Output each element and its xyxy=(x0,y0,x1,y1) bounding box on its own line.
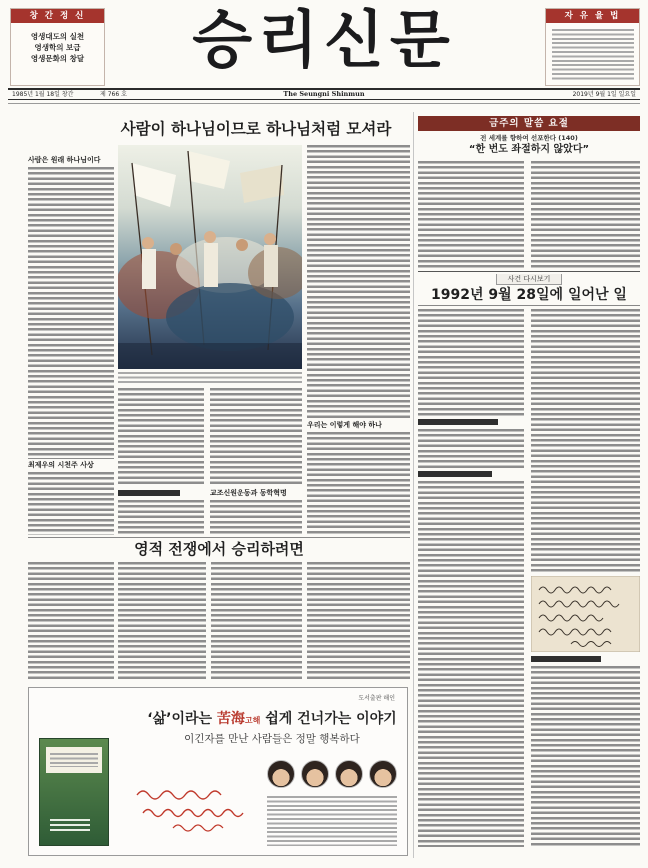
painting-figure xyxy=(204,231,216,243)
painting-figure xyxy=(264,245,278,287)
issue-number: 제 766 호 xyxy=(100,91,127,98)
reader-photo xyxy=(267,760,295,788)
ad-title-reading: 고해 xyxy=(244,716,261,725)
founding-spirit-header: 창 간 정 신 xyxy=(11,9,104,23)
lead-subhead: 최제우의 시천주 사상 xyxy=(28,461,94,469)
newspaper-title: 승리신문 xyxy=(192,3,456,76)
handwriting-stroke xyxy=(143,810,243,817)
body-text-block xyxy=(418,161,524,268)
section-rule xyxy=(418,271,640,272)
ad-title-hanja: 苦海 xyxy=(216,711,245,727)
founding-spirit-line: 영생대도의 실천 xyxy=(30,32,85,41)
book-advertisement xyxy=(28,687,408,856)
ad-title xyxy=(137,710,407,730)
body-text-block xyxy=(307,145,410,419)
body-text-block xyxy=(211,562,302,680)
handwriting-stroke xyxy=(137,791,221,799)
lead-subhead: 우리는 이렇게 해야 하나 xyxy=(307,421,382,429)
ad-title-part: ‘삶’이라는 xyxy=(147,711,217,727)
english-title: The Seungni Shinmun xyxy=(283,90,365,98)
lead-article-headline: 사람이 하나님이므로 하나님처럼 모셔라 xyxy=(120,120,392,138)
weekly-word-series: 전 세계를 향하여 선포한다 (140) xyxy=(480,134,578,142)
free-law-header: 자 유 율 법 xyxy=(546,9,639,23)
painting-figure xyxy=(236,239,248,251)
body-text-block xyxy=(210,500,302,535)
reader-testimonials xyxy=(267,796,397,846)
founding-spirit-line: 영생학의 보급 xyxy=(34,43,81,52)
handwritten-letter-photo xyxy=(531,576,640,652)
event-revisited-header: 사건 다시보기 xyxy=(496,274,562,285)
lead-subhead: 교조신원운동과 동학혁명 xyxy=(210,489,287,497)
event-revisited-headline: 1992년 9월 28일에 일어난 일 xyxy=(431,287,627,303)
founding-spirit-line: 영생문화의 창달 xyxy=(30,54,85,63)
body-text-block xyxy=(118,388,204,487)
painting-figure xyxy=(264,233,276,245)
weekly-word-title: “한 번도 좌절하지 않았다” xyxy=(468,144,590,155)
body-text-block xyxy=(307,562,410,680)
book-cover xyxy=(39,738,109,846)
founding-spirit-box xyxy=(10,8,105,86)
reader-photo xyxy=(335,760,363,788)
book-cover-text xyxy=(50,819,90,833)
painting-figure xyxy=(142,237,154,249)
free-law-text xyxy=(552,29,634,81)
section-rule xyxy=(418,305,640,306)
ad-subtitle: 이긴자를 만난 사람들은 정말 행복하다 xyxy=(184,733,360,745)
founding-spirit-list xyxy=(11,23,104,64)
event-subhead-bar xyxy=(418,471,492,477)
body-text-block xyxy=(210,388,302,487)
issue-info-bar xyxy=(8,88,640,100)
body-text-block xyxy=(531,666,640,847)
ad-publisher: 도서출판 해인 xyxy=(358,695,395,702)
painting-ground xyxy=(118,343,302,369)
event-subhead-bar xyxy=(531,656,601,662)
reader-photo xyxy=(301,760,329,788)
issue-date: 2019년 9월 1일 일요일 xyxy=(572,91,636,98)
ad-title-part: 쉽게 건너가는 이야기 xyxy=(260,711,397,727)
masthead-divider xyxy=(8,103,640,104)
painting-figure xyxy=(142,249,156,289)
body-text-block xyxy=(28,562,114,680)
handwritten-note xyxy=(133,783,263,833)
reader-photo xyxy=(369,760,397,788)
founded-date: 1985년 1월 18일 창간 xyxy=(12,91,74,98)
lead-subhead: 사람은 원래 하나님이다 xyxy=(28,156,101,164)
painting-caption xyxy=(118,372,302,383)
book-cover-title xyxy=(50,753,98,767)
body-text-block xyxy=(531,309,640,572)
article-divider xyxy=(28,537,410,538)
weekly-word-header: 금주의 말씀 요절 xyxy=(418,116,640,131)
body-text-block xyxy=(118,562,206,680)
body-text-block xyxy=(531,161,640,268)
body-text-block xyxy=(28,167,114,459)
body-text-block xyxy=(28,472,114,535)
lead-article-painting xyxy=(118,145,302,369)
section-divider xyxy=(413,112,414,858)
body-text-block xyxy=(118,500,204,535)
painting-figure xyxy=(170,243,182,255)
handwriting-stroke xyxy=(173,825,223,831)
body-text-block xyxy=(418,429,524,468)
letter-paper xyxy=(531,576,640,652)
free-law-box xyxy=(545,8,640,86)
event-subhead-bar xyxy=(418,419,498,425)
body-text-block xyxy=(307,432,410,535)
body-text-block xyxy=(418,309,524,416)
second-article-headline: 영적 전쟁에서 승리하려면 xyxy=(134,540,304,558)
lead-subhead-bar xyxy=(118,490,180,496)
painting-figure xyxy=(204,243,218,287)
body-text-block xyxy=(418,481,524,847)
